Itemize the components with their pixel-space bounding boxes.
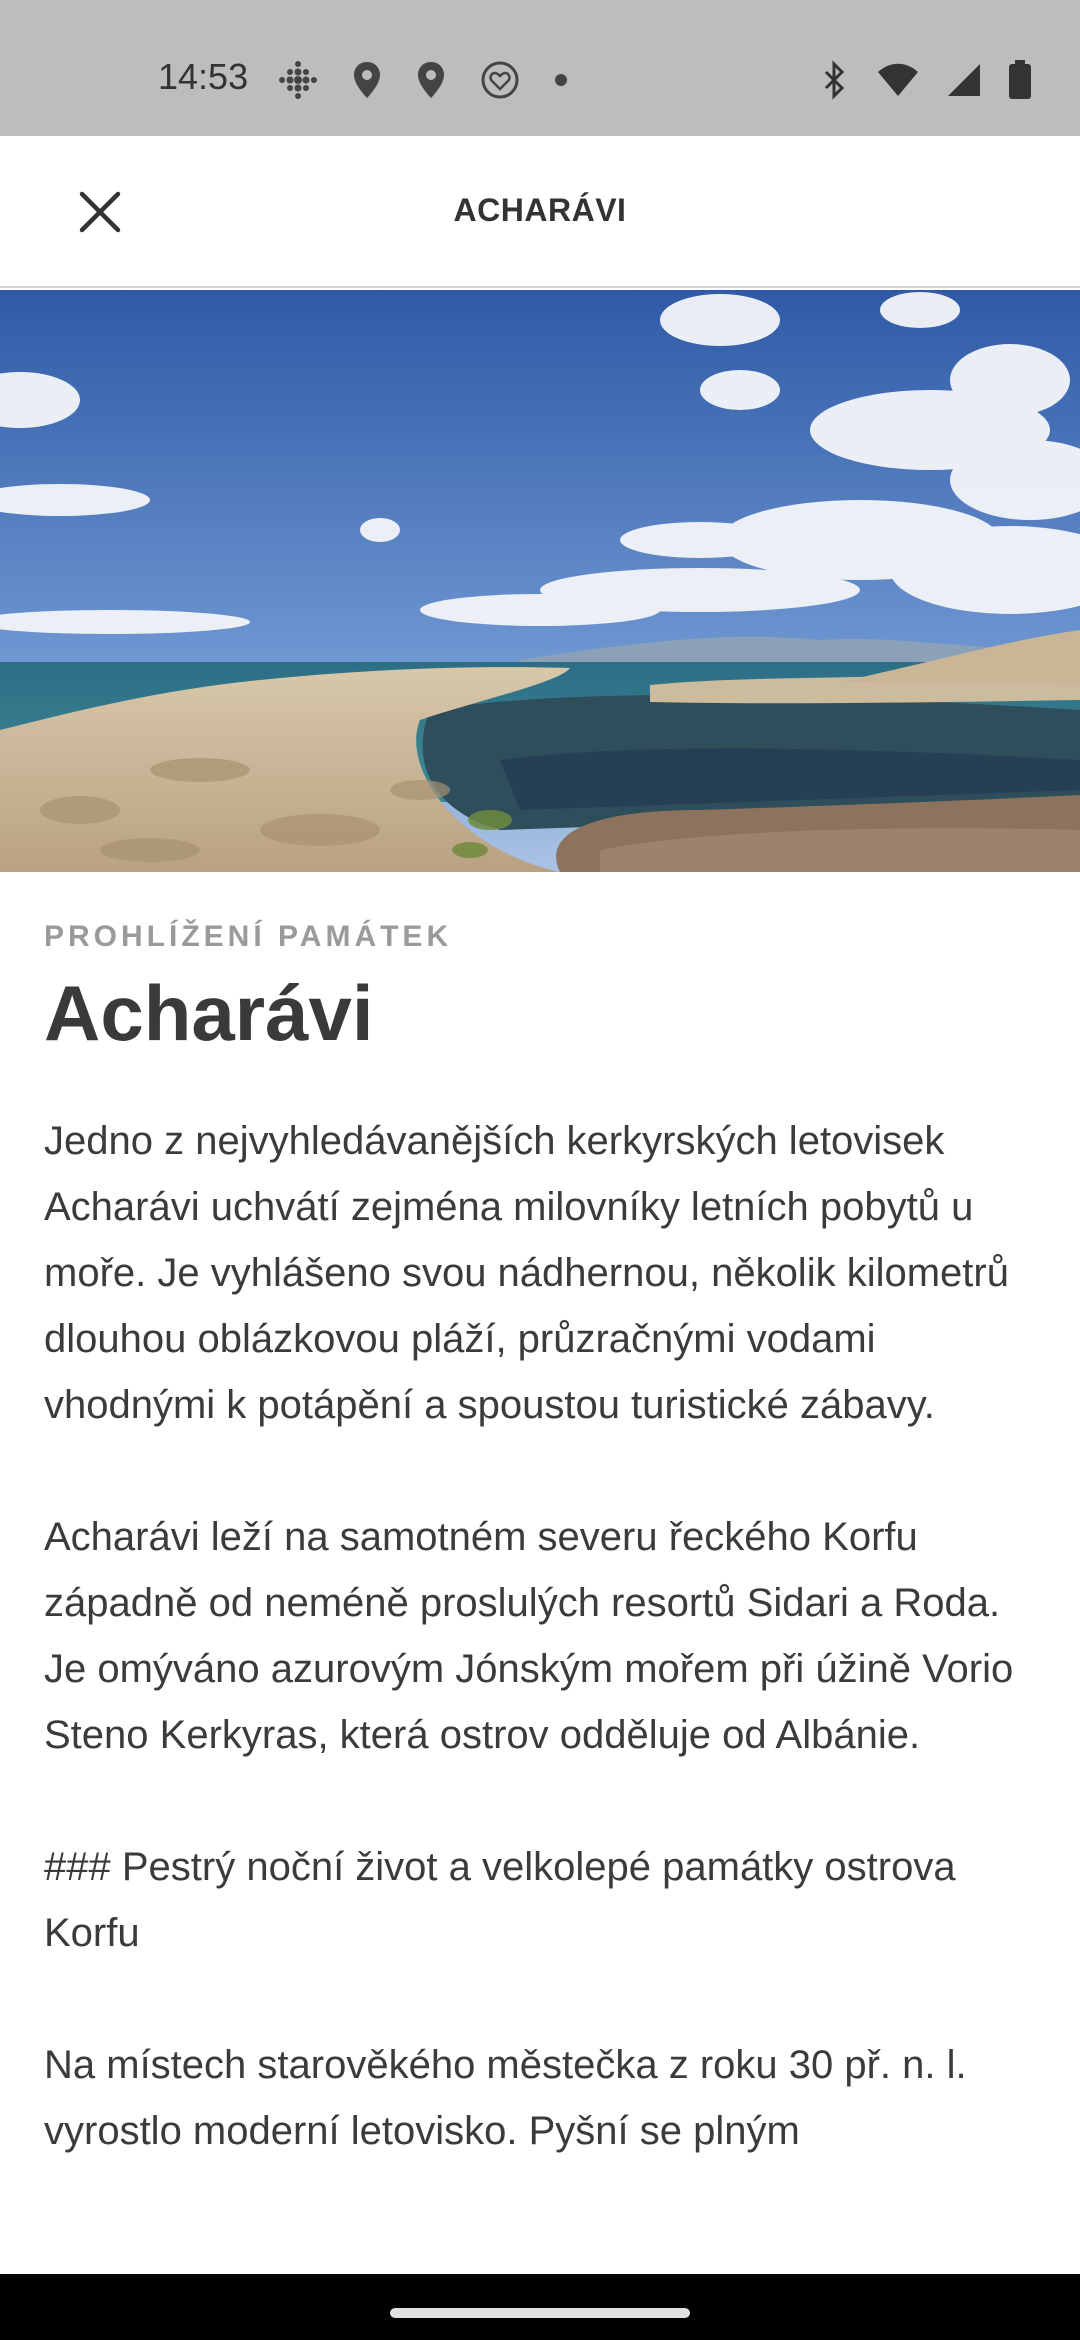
status-bar bbox=[0, 0, 1080, 136]
status-right-icons bbox=[820, 60, 1032, 100]
dot-icon bbox=[554, 73, 568, 87]
article-paragraph: Jedno z nejvyhledávanějších kerkyrských letovisek Acharávi uchvátí zejména milovníky letních pobytů u moře. Je vyhlášeno svou nádhernou, několik kilometrů dlouhou oblázkovou pláží, průzračnými vodami vhodnými k potápění a spoustou turistické zábavy. bbox=[44, 1119, 1009, 1427]
signal-icon bbox=[946, 62, 982, 98]
location-pin-icon bbox=[416, 60, 446, 100]
navigation-bar bbox=[0, 2274, 1080, 2340]
article-paragraph: Na místech starověkého městečka z roku 30 př. n. l. vyrostlo moderní letovisko. Pyšní se plným bbox=[44, 2043, 967, 2153]
article bbox=[44, 920, 1044, 2230]
status-time: 14:53 bbox=[158, 56, 249, 97]
fitbit-icon bbox=[278, 60, 318, 100]
app-bar bbox=[0, 136, 1080, 288]
location-pin-icon bbox=[352, 60, 382, 100]
page-title: ACHARÁVI bbox=[453, 192, 627, 228]
home-gesture-handle[interactable] bbox=[390, 2308, 690, 2318]
article-paragraph: Acharávi leží na samotném severu řeckého Korfu západně od neméně proslulých resortů Sidari a Roda. Je omýváno azurovým Jónským mořem při úžině Vorio Steno Kerkyras, která ostrov odděluje od Albánie. bbox=[44, 1515, 1014, 1757]
hero-image bbox=[0, 290, 1080, 872]
bluetooth-icon bbox=[820, 60, 850, 100]
status-left-icons bbox=[278, 60, 568, 100]
battery-icon bbox=[1008, 60, 1032, 100]
article-category: PROHLÍŽENÍ PAMÁTEK bbox=[44, 920, 453, 953]
wifi-icon bbox=[876, 62, 920, 98]
heart-circle-icon bbox=[480, 60, 520, 100]
article-title: Acharávi bbox=[44, 969, 374, 1057]
article-subheading: ### Pestrý noční život a velkolepé památky ostrova Korfu bbox=[44, 1845, 956, 1955]
